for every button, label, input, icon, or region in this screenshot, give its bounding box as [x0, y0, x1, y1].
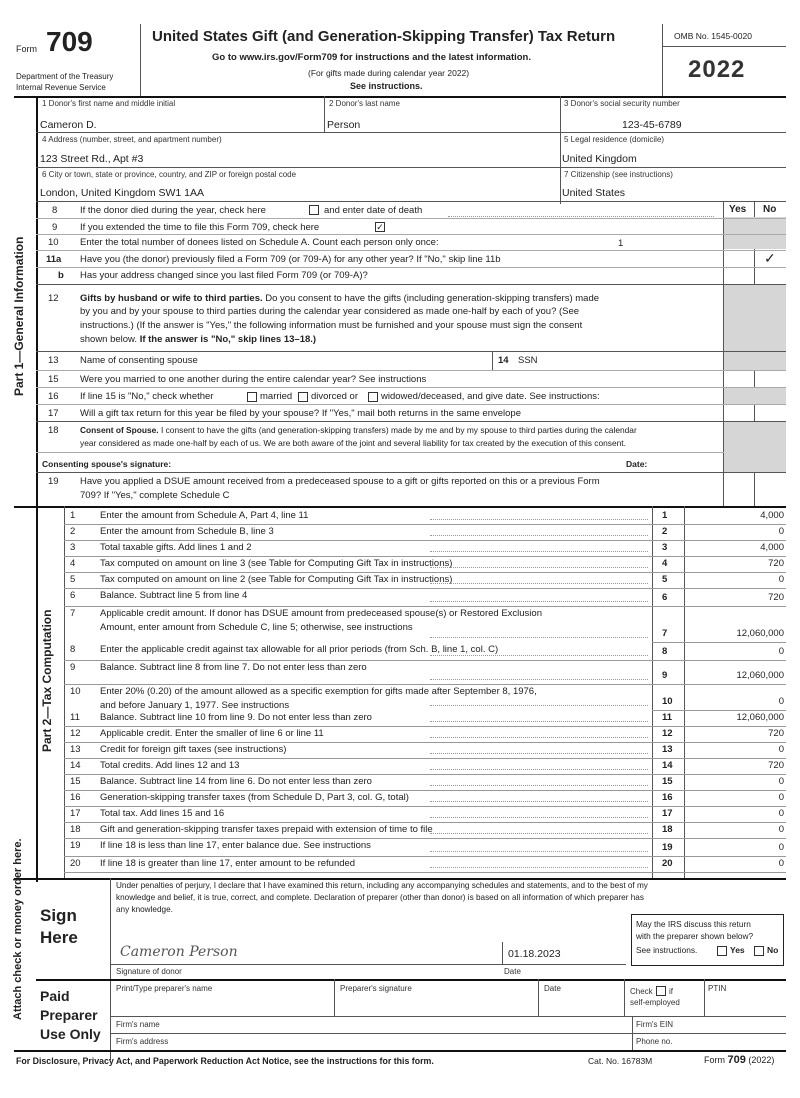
part2-box-number: 10 [662, 696, 673, 707]
omb-number: OMB No. 1545-0020 [674, 31, 752, 41]
l12-line4-bold: If the answer is "No," skip lines 13–18.) [139, 334, 317, 345]
sign-bottom-rule [36, 979, 786, 981]
part2-line-num: 8 [70, 644, 76, 655]
part2-box-number: 11 [662, 712, 673, 723]
part2-line-text: If line 18 is greater than line 17, enter amount to be refunded [100, 858, 356, 869]
part2-line-num: 6 [70, 590, 76, 601]
part2-amount[interactable]: 12,060,000 [736, 712, 784, 723]
part2-row-rule [652, 642, 786, 643]
donor-row-rule-2 [36, 167, 786, 168]
l13-text: Name of consenting spouse [80, 355, 198, 366]
donor-col-rule-1 [324, 96, 325, 132]
part2-row-rule [64, 790, 786, 791]
row-rule-consent [36, 472, 786, 473]
part2-row-rule [64, 684, 786, 685]
part2-line-num: 5 [70, 574, 76, 585]
discuss-line2: with the preparer shown below? [636, 931, 754, 941]
preparer-col-rule-4 [704, 979, 705, 1016]
l6-label: 6 City or town, state or province, country, and ZIP or foreign postal code [42, 170, 297, 179]
shade-l18 [724, 422, 786, 472]
omb-rule [662, 46, 786, 47]
l10-value[interactable]: 1 [618, 238, 624, 249]
l17-num: 17 [48, 408, 59, 419]
row-rule-l12 [36, 351, 786, 352]
footer-form-number: 709 [727, 1054, 746, 1066]
firm-address-label: Firm's address [116, 1037, 169, 1046]
sign-date-label: Date [504, 967, 521, 976]
form-title: United States Gift (and Generation-Skipping Transfer) Tax Return [152, 28, 616, 45]
dept-line1: Department of the Treasury [16, 72, 114, 81]
part2-line-num: 13 [70, 744, 81, 755]
part2-box-number: 12 [662, 728, 673, 739]
part2-amount[interactable]: 720 [768, 728, 784, 739]
part2-box-number: 5 [662, 574, 668, 585]
part2-leader-dots [430, 753, 648, 754]
discuss-no-checkbox[interactable] [754, 946, 764, 956]
l8-num: 8 [52, 205, 58, 216]
self-employed-if-label: if [669, 987, 673, 996]
l12-line4 [80, 334, 316, 345]
part2-box-number: 18 [662, 824, 673, 835]
part2-box-number: 1 [662, 510, 668, 521]
donor-ssn[interactable]: 123-45-6789 [622, 119, 682, 131]
part2-amount[interactable]: 720 [768, 558, 784, 569]
part2-box-number: 15 [662, 776, 673, 787]
preparer-label1: Paid [40, 988, 70, 1004]
part2-amount[interactable]: 0 [778, 824, 784, 835]
footer-notice: For Disclosure, Privacy Act, and Paperwork Reduction Act Notice, see the instructions for this form. [16, 1056, 434, 1066]
header-divider-right [662, 24, 663, 96]
l12-line1 [80, 293, 599, 304]
see-instructions: See instructions. [350, 81, 423, 91]
row-rule-l17 [36, 421, 786, 422]
l13-num: 13 [48, 355, 59, 366]
row-rule-l11a [36, 267, 786, 268]
discuss-line1: May the IRS discuss this return [636, 919, 751, 929]
part2-line-text: Enter the amount from Schedule A, Part 4, line 11 [100, 510, 309, 521]
part2-row-rule [64, 742, 786, 743]
perjury-line3: any knowledge. [116, 905, 173, 914]
part2-leader-dots [430, 705, 648, 706]
l9-text: If you extended the time to file this Form 709, check here [80, 222, 320, 233]
part2-line-text: Total credits. Add lines 12 and 13 [100, 760, 240, 771]
no-header: No [763, 204, 777, 215]
l9-num: 9 [52, 222, 58, 233]
l18-line2: year considered as made one-half by each of us. We are both aware of the joint and several liability for tax created by the execution of this consent. [80, 438, 626, 448]
part2-line-num: 4 [70, 558, 76, 569]
part2-amount[interactable]: 0 [778, 696, 784, 707]
l4-label: 4 Address (number, street, and apartment number) [42, 135, 222, 144]
part2-line-text: Tax computed on amount on line 3 (see Table for Computing Gift Tax in instructions) [100, 558, 453, 569]
part2-line-text: Total tax. Add lines 15 and 16 [100, 808, 225, 819]
part2-line-num: 10 [70, 686, 81, 697]
part2-line-text: Balance. Subtract line 14 from line 6. Do not enter less than zero [100, 776, 372, 787]
l18-num: 18 [48, 425, 59, 436]
l16-divorced-label: divorced or [311, 391, 358, 402]
part2-line-text: Balance. Subtract line 5 from line 4 [100, 590, 248, 601]
part2-row-rule [64, 556, 786, 557]
l11a-num: 11a [46, 254, 62, 265]
form-label: Form [16, 44, 37, 54]
discuss-no-label: No [767, 945, 779, 955]
preparer-col-rule-1 [334, 979, 335, 1016]
part2-box-number: 20 [662, 858, 673, 869]
part2-line-num: 3 [70, 542, 76, 553]
l16-widowed-checkbox[interactable] [368, 392, 378, 402]
part2-leader-dots [430, 679, 648, 680]
part2-line-num: 20 [70, 858, 81, 869]
row-rule-l10 [36, 250, 786, 251]
part2-line-num: 2 [70, 526, 76, 537]
part1-side-label: Part 1—General Information [12, 236, 26, 396]
part2-box-number: 3 [662, 542, 668, 553]
header-bottom-rule [14, 96, 786, 98]
part2-leader-dots [430, 801, 648, 802]
part2-line-text: If line 18 is less than line 17, enter balance due. See instructions [100, 840, 371, 851]
l16-married-checkbox[interactable] [247, 392, 257, 402]
part2-leader-dots [430, 721, 648, 722]
part2-row-rule [64, 856, 786, 857]
part1-bottom-rule [14, 506, 786, 508]
l11b-num: b [58, 270, 64, 281]
part2-box-number: 17 [662, 808, 673, 819]
part2-amount[interactable]: 720 [768, 760, 784, 771]
part2-amount[interactable]: 0 [778, 858, 784, 869]
dept-line2: Internal Revenue Service [16, 83, 106, 92]
part2-leader-dots [430, 601, 648, 602]
part2-leader-dots [430, 817, 648, 818]
part2-leader-dots [430, 833, 648, 834]
side-column-rule [36, 96, 38, 882]
part2-leader-dots [430, 551, 648, 552]
l15-num: 15 [48, 374, 59, 385]
form-number: 709 [46, 26, 93, 57]
donor-row-rule-3 [36, 201, 786, 202]
l1-label: 1 Donor's first name and middle initial [42, 99, 176, 108]
l11a-no-check[interactable]: ✓ [764, 250, 776, 266]
shade-l13 [724, 352, 786, 370]
preparer-sig-label: Preparer's signature [340, 984, 412, 993]
part2-line-text: Applicable credit amount. If donor has DSUE amount from predeceased spouse(s) or Restored Exclusion [100, 608, 542, 619]
l12-num: 12 [48, 293, 59, 304]
discuss-yes-checkbox[interactable] [717, 946, 727, 956]
shade-l9-l10 [724, 217, 786, 249]
firm-name-label: Firm's name [116, 1020, 160, 1029]
l2-label: 2 Donor's last name [329, 99, 400, 108]
row-rule-l18 [36, 452, 724, 453]
preparer-row-rule-2 [110, 1033, 786, 1034]
l10-text: Enter the total number of donees listed on Schedule A. Count each person only once: [80, 237, 439, 248]
part2-row-rule [64, 822, 786, 823]
consent-date-label: Date: [626, 459, 648, 469]
l17-text: Will a gift tax return for this year be filed by your spouse? If "Yes," mail both returns in the same envelope [80, 408, 521, 419]
part2-box-number: 14 [662, 760, 673, 771]
signature-label: Signature of donor [116, 967, 182, 976]
l10-num: 10 [48, 237, 59, 248]
l9-checkbox[interactable]: ✓ [376, 222, 384, 232]
footer-form-label: Form [704, 1055, 725, 1065]
l8-date-field[interactable] [448, 216, 714, 217]
part2-line-num: 14 [70, 760, 81, 771]
l7-label: 7 Citizenship (see instructions) [564, 170, 673, 179]
preparer-label2: Preparer [40, 1007, 98, 1023]
l8-checkbox[interactable] [309, 205, 319, 215]
part2-line-text: Generation-skipping transfer taxes (from Schedule D, Part 3, col. G, total) [100, 792, 409, 803]
part2-amount[interactable]: 0 [778, 744, 784, 755]
l12-line2: by you and by your spouse to third parties during the calendar year considered as made one-half by each of you? (See [80, 306, 580, 317]
donor-last-name[interactable]: Person [327, 119, 361, 131]
phone-label: Phone no. [636, 1037, 673, 1046]
preparer-name-label: Print/Type preparer's name [116, 984, 213, 993]
l14-text: SSN [518, 355, 538, 366]
part2-box-number: 4 [662, 558, 668, 569]
sign-date-value[interactable]: 01.18.2023 [508, 948, 561, 960]
part2-box-number: 6 [662, 592, 668, 603]
l5-label: 5 Legal residence (domicile) [564, 135, 665, 144]
l3-label: 3 Donor's social security number [564, 99, 680, 108]
l16-married-label: married [260, 391, 293, 402]
donor-col-rule-2 [560, 96, 561, 204]
header-divider-left [140, 24, 141, 96]
part2-leader-dots [430, 867, 648, 868]
part2-line-num: 16 [70, 792, 81, 803]
shade-l16 [724, 388, 786, 404]
preparer-col-rule-3 [624, 979, 625, 1016]
part2-line-num: 12 [70, 728, 81, 739]
preparer-row-rule-1 [110, 1016, 786, 1017]
row-rule-l15 [36, 387, 786, 388]
year-note: (For gifts made during calendar year 2022) [308, 68, 470, 78]
part2-line-text: Enter 20% (0.20) of the amount allowed as a specific exemption for gifts made after September 8, 1976, [100, 686, 537, 697]
part2-row-rule [64, 588, 786, 589]
part2-amount[interactable]: 0 [778, 646, 784, 657]
row-rule-l9 [36, 234, 786, 235]
part2-box-number: 2 [662, 526, 668, 537]
attach-check-note: Attach check or money order here. [12, 838, 24, 1020]
part2-leader-dots [430, 851, 648, 852]
part2-line-text: Enter the amount from Schedule B, line 3 [100, 526, 274, 537]
sign-here-label2: Here [40, 928, 78, 947]
part2-leader-dots [430, 655, 648, 656]
donor-row-rule-1 [36, 132, 786, 133]
goto-line: Go to www.irs.gov/Form709 for instructions and the latest information. [212, 52, 531, 63]
part2-line-num: 15 [70, 776, 81, 787]
donor-address[interactable]: 123 Street Rd., Apt #3 [40, 153, 144, 165]
part2-amount[interactable]: 4,000 [760, 542, 784, 553]
part2-row-rule [64, 524, 786, 525]
part2-amount[interactable]: 0 [778, 792, 784, 803]
row-rule-l13 [36, 370, 786, 371]
l16-num: 16 [48, 391, 59, 402]
part2-line-text: Enter the applicable credit against tax allowable for all prior periods (from Sch. B, line 1, col. C) [100, 644, 499, 655]
part2-row-rule [64, 540, 786, 541]
part2-line-text: Applicable credit. Enter the smaller of line 6 or line 11 [100, 728, 324, 739]
preparer-date-label: Date [544, 984, 561, 993]
part2-leader-dots [430, 583, 648, 584]
part2-side-label: Part 2—Tax Computation [40, 609, 54, 752]
l12-line3: instructions.) (If the answer is "Yes," the following information must be furnished and your spouse must sign the consent [80, 320, 583, 331]
sign-date-divider [502, 942, 503, 964]
self-employed-check-label: Check [630, 987, 653, 996]
preparer-label3: Use Only [40, 1026, 101, 1042]
l19-line1: Have you applied a DSUE amount received from a predeceased spouse to a gift or gifts reported on this or a previous Form [80, 476, 600, 487]
part2-box-number: 9 [662, 670, 668, 681]
part2-line-num: 1 [70, 510, 76, 521]
donor-citizenship[interactable]: United States [562, 187, 626, 199]
l8-date-label: and enter date of death [324, 205, 423, 216]
footer-form-id [704, 1054, 774, 1066]
l12-bold: Gifts by husband or wife to third parties. [80, 293, 263, 304]
part2-line-text: Credit for foreign gift taxes (see instructions) [100, 744, 287, 755]
donor-city[interactable]: London, United Kingdom SW1 1AA [40, 187, 205, 199]
l15-text: Were you married to one another during the entire calendar year? See instructions [80, 374, 427, 385]
part2-amount[interactable]: 12,060,000 [736, 628, 784, 639]
part2-row-rule [64, 758, 786, 759]
discuss-line3: See instructions. [636, 945, 698, 955]
part2-amount[interactable]: 0 [778, 808, 784, 819]
signature-line [110, 964, 626, 965]
part2-amount[interactable]: 0 [778, 776, 784, 787]
l18-bold: Consent of Spouse. [80, 425, 159, 435]
yes-header: Yes [729, 204, 747, 215]
part2-line-num: 17 [70, 808, 81, 819]
shade-l12 [724, 285, 786, 351]
donor-signature[interactable]: Cameron Person [120, 944, 238, 960]
part2-row-rule [64, 806, 786, 807]
l16-widowed-label: widowed/deceased, and give date. See instructions: [381, 391, 600, 402]
l11a-text: Have you (the donor) previously filed a Form 709 (or 709-A) for any other year? If "No," skip line 11b [80, 254, 501, 265]
row-rule-l11b [36, 284, 786, 285]
part2-line-text2: and before January 1, 1977. See instructions [100, 700, 290, 711]
self-employed-label: self-employed [630, 998, 680, 1007]
l12-text: Do you consent to have the gifts (including generation-skipping transfers) made [265, 293, 600, 304]
part2-row-rule [64, 660, 786, 661]
part2-line-num: 18 [70, 824, 81, 835]
footer-cat-number: Cat. No. 16783M [588, 1056, 653, 1066]
part2-leader-dots [430, 637, 648, 638]
part2-line-text: Gift and generation-skipping transfer taxes prepaid with extension of time to file [100, 824, 433, 835]
l14-num: 14 [498, 355, 509, 366]
preparer-col-rule-2 [538, 979, 539, 1016]
part2-leader-dots [430, 785, 648, 786]
part2-line-text: Balance. Subtract line 10 from line 9. Do not enter less than zero [100, 712, 372, 723]
part2-amount[interactable]: 4,000 [760, 510, 784, 521]
part2-leader-dots [430, 567, 648, 568]
part2-line-text: Balance. Subtract line 8 from line 7. Do not enter less than zero [100, 662, 367, 673]
part2-amount[interactable]: 0 [778, 526, 784, 537]
preparer-bottom-rule [14, 1050, 786, 1052]
l13-l14-divider [492, 351, 493, 370]
discuss-yes-label: Yes [730, 945, 745, 955]
part2-box-number: 16 [662, 792, 673, 803]
part2-row-rule [64, 872, 786, 873]
l16-text: If line 15 is "No," check whether [80, 391, 214, 402]
part2-line-num: 11 [70, 712, 80, 723]
part2-amount[interactable]: 12,060,000 [736, 670, 784, 681]
row-rule-l16 [36, 404, 786, 405]
l18-line1 [80, 425, 637, 435]
l12-line4-text: shown below. [80, 334, 138, 345]
perjury-line2: knowledge and belief, it is true, correct, and complete. Declaration of preparer (other than donor) is based on all information of which preparer has [116, 893, 644, 902]
part2-row-rule [652, 710, 786, 711]
l19-num: 19 [48, 476, 59, 487]
part2-leader-dots [430, 535, 648, 536]
part2-amount[interactable]: 0 [778, 842, 784, 853]
part2-line-text: Total taxable gifts. Add lines 1 and 2 [100, 542, 252, 553]
part2-leader-dots [430, 769, 648, 770]
consent-sig-label: Consenting spouse's signature: [42, 459, 172, 469]
part2-leader-dots [430, 519, 648, 520]
perjury-line1: Under penalties of perjury, I declare that I have examined this return, including any accompanying schedules and statements, and to the best of my [116, 881, 648, 890]
part2-line-text: Tax computed on amount on line 2 (see Table for Computing Gift Tax in instructions) [100, 574, 453, 585]
donor-residence[interactable]: United Kingdom [562, 153, 637, 165]
l16-divorced-checkbox[interactable] [298, 392, 308, 402]
l11b-text: Has your address changed since you last filed Form 709 (or 709-A)? [80, 270, 368, 281]
part2-row-rule [64, 606, 786, 607]
l18-text: I consent to have the gifts (and generation-skipping transfers) made by me and by my spouse to third parties during the calendar [160, 425, 637, 435]
firm-ein-label: Firm's EIN [636, 1020, 674, 1029]
part2-box-number: 8 [662, 646, 668, 657]
part2-row-rule [64, 838, 786, 839]
part2-box-number: 19 [662, 842, 673, 853]
part2-bottom-rule [14, 878, 786, 880]
part2-line-num: 7 [70, 608, 76, 619]
part2-row-rule [64, 572, 786, 573]
part2-line-num: 19 [70, 840, 81, 851]
l8-text: If the donor died during the year, check here [80, 205, 266, 216]
donor-first-name[interactable]: Cameron D. [40, 119, 97, 131]
part2-amount[interactable]: 0 [778, 574, 784, 585]
part2-leader-dots [430, 737, 648, 738]
part2-line-num: 9 [70, 662, 76, 673]
part2-row-rule [64, 726, 786, 727]
footer-year: (2022) [748, 1055, 775, 1065]
l19-line2: 709? If "Yes," complete Schedule C [80, 490, 230, 501]
self-employed-checkbox[interactable] [656, 986, 666, 996]
part2-box-number: 13 [662, 744, 673, 755]
ptin-label: PTIN [708, 984, 727, 993]
tax-year: 2022 [688, 56, 746, 83]
part2-amount[interactable]: 720 [768, 592, 784, 603]
part2-row-rule [64, 774, 786, 775]
sign-here-label1: Sign [40, 906, 77, 925]
part2-box-number: 7 [662, 628, 668, 639]
part2-line-text2: Amount, enter amount from Schedule C, line 5; otherwise, see instructions [100, 622, 413, 633]
row-rule-l8 [36, 218, 786, 219]
